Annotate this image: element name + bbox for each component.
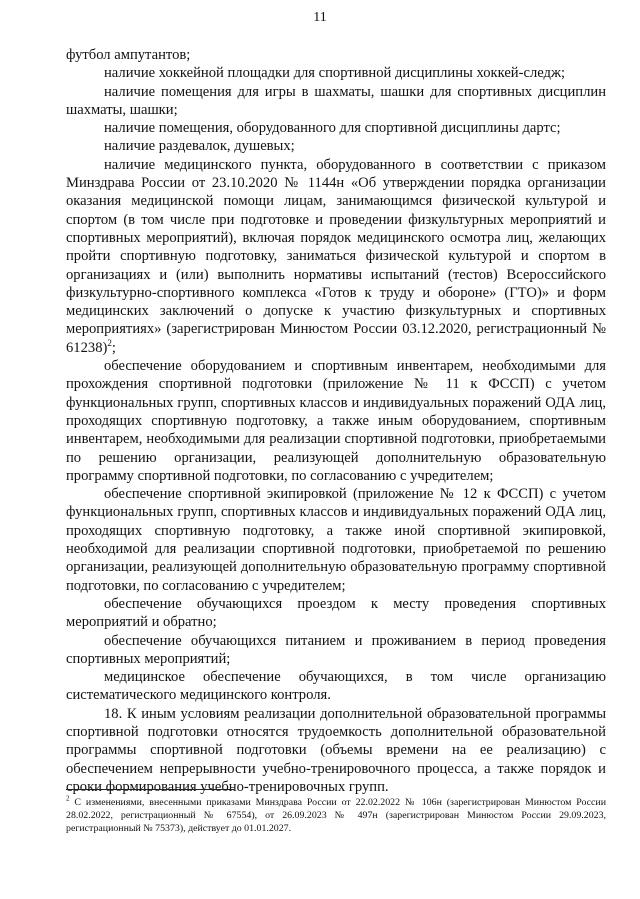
footnote-marker: 2 bbox=[66, 794, 70, 803]
paragraph-6: наличие медицинского пункта, оборудованного в соответствии с приказом Минздрава России от 23.10.2020 № 1144н «Об утверждении порядка организации оказания медицинской помощи лицам, занимающимся физической культурой и спортом (в том числе при подготовке и проведении физкультурных мероприятий и спортивных мероприятий), включая порядок медицинского осмотра лиц, желающих пройти спортивную подготовку, заниматься физической культурой и спортом в организациях и (или) выполнить нормативы испытаний (тестов) Всероссийского физкультурно-спортивного комплекса «Готов к труду и обороне» (ГТО)» и форм медицинских заключений о допуске к участию физкультурных и спортивных мероприятиях» (зарегистрирован Минюстом России 03.12.2020, регистрационный № 61238)$^2$; bbox=[66, 156, 606, 356]
paragraph-1: футбол ампутантов; bbox=[66, 47, 191, 63]
footnote bbox=[66, 796, 606, 836]
body-text bbox=[66, 46, 606, 796]
footnote-text: С изменениями, внесенными приказами Минздрава России от 22.02.2022 № 106н (зарегистрирован Минюстом России 28.02.2022, регистрационный № 67554), от 26.09.2023 № 497н (зарегистрирован Минюстом России 29.09.2023, регистрационный № 75373), действует до 01.01.2027. bbox=[66, 797, 606, 835]
paragraph-12: 18. К иным условиям реализации дополнительной образовательной программы спортивной подготовки относятся трудоемкость дополнительной образовательной программы спортивной подготовки (объемы времени на ее реализацию) с обеспечением непрерывности учебно-тренировочного процесса, а также порядок и сроки формирования учебно-тренировочных групп. bbox=[66, 705, 606, 795]
footnote-reference: 2 bbox=[107, 337, 112, 348]
paragraph-11: медицинское обеспечение обучающихся, в том числе организацию систематического медицинского контроля. bbox=[66, 669, 606, 704]
paragraph-5: наличие раздевалок, душевых; bbox=[104, 138, 295, 155]
page-number: 11 bbox=[313, 10, 327, 25]
paragraph-7: обеспечение оборудованием и спортивным инвентарем, необходимыми для прохождения спортивной подготовки (приложение № 11 к ФССП) с учетом функциональных групп, спортивных классов и индивидуальных поражений ОДА лиц, проходящих спортивную подготовку, а также иным оборудованием, спортивным инвентарем, необходимыми для реализации спортивной подготовки, приобретаемыми по решению организации, реализующей дополнительную образовательную программу спортивной подготовки, по согласованию с учредителем; bbox=[66, 358, 606, 484]
paragraph-2: наличие хоккейной площадки для спортивной дисциплины хоккей-следж; bbox=[104, 65, 566, 82]
paragraph-10: обеспечение обучающихся питанием и проживанием в период проведения спортивных мероприятий; bbox=[66, 632, 606, 667]
footnote-divider bbox=[66, 789, 234, 790]
paragraph-3: наличие помещения для игры в шахматы, шашки для спортивных дисциплин шахматы, шашки; bbox=[66, 83, 606, 118]
paragraph-9: обеспечение обучающихся проездом к месту проведения спортивных мероприятий и обратно; bbox=[66, 595, 606, 631]
paragraph-8: обеспечение спортивной экипировкой (приложение № 12 к ФССП) с учетом функциональных групп, спортивных классов и индивидуальных поражений ОДА лиц, проходящих спортивную подготовку, а также иной спортивной экипировкой, необходимой для реализации спортивной подготовки, приобретаемой по решению организации, реализующей дополнительную образовательную программу спортивной подготовки, по согласованию с учредителем; bbox=[66, 486, 606, 594]
paragraph-4: наличие помещения, оборудованного для спортивной дисциплины дартс; bbox=[104, 120, 561, 137]
